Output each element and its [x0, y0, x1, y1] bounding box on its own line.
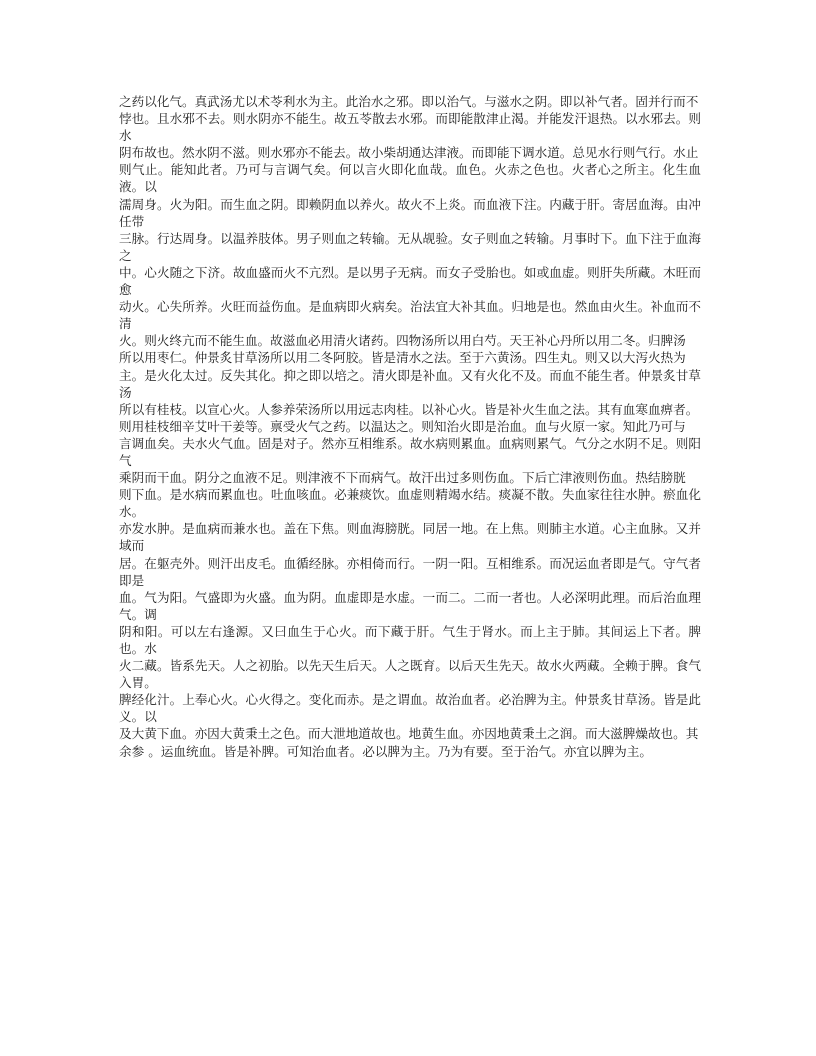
- text-line-10: 所以用枣仁。仲景炙甘草汤所以用二冬阿胶。皆是清水之法。至于六黄汤。四生丸。则又以大泻火热为: [119, 350, 686, 366]
- text-line-2: 悖也。且水邪不去。则水阴亦不能生。故五苓散去水邪。而即能散津止渴。并能发汗退热。以水邪去。则水: [119, 111, 701, 144]
- text-line-22: 脾经化汁。上奉心火。心火得之。变化而赤。是之谓血。故治血者。必治脾为主。仲景炙甘草汤。皆是此义。以: [119, 692, 701, 725]
- text-line-17: 亦发水肿。是血病而兼水也。盖在下焦。则血海膀胱。同居一地。在上焦。则肺主水道。心主血脉。又并域而: [119, 521, 701, 554]
- text-line-8: 动火。心失所养。火旺而益伤血。是血病即火病矣。治法宜大补其血。归地是也。然血由火生。补血而不清: [119, 299, 701, 332]
- text-line-18: 居。在躯壳外。则汗出皮毛。血循经脉。亦相倚而行。一阴一阳。互相维系。而况运血者即是气。守气者即是: [119, 555, 701, 588]
- text-line-15: 乘阴而干血。阴分之血液不足。则津液不下而病气。故汗出过多则伤血。下后亡津液则伤血。热结膀胱: [119, 470, 686, 486]
- text-line-3: 阴布故也。然水阴不滋。则水邪亦不能去。故小柴胡通达津液。而即能下调水道。总见水行则气行。水止: [119, 145, 699, 161]
- document-page: [119, 93, 701, 760]
- text-line-9: 火。则火终亢而不能生血。故滋血必用清火诸药。四物汤所以用白芍。天王补心丹所以用二冬。归脾汤: [119, 333, 686, 349]
- text-line-12: 所以有桂枝。以宣心火。人参养荣汤所以用远志肉桂。以补心火。皆是补火生血之法。其有血寒血痹者。: [119, 401, 699, 417]
- text-line-24: 余参 。运血统血。皆是补脾。可知治血者。必以脾为主。乃为有要。至于治气。亦宜以脾为主。: [119, 743, 652, 759]
- text-line-23: 及大黄下血。亦因大黄秉土之色。而大泄地道故也。地黄生血。亦因地黄秉土之润。而大滋脾燥故也。其: [119, 726, 699, 742]
- text-line-6: 三脉。行达周身。以温养肢体。男子则血之转输。无从觇验。女子则血之转输。月事时下。血下注于血海之: [119, 230, 701, 263]
- text-line-1: 之药以化气。真武汤尤以术苓利水为主。此治水之邪。即以治气。与滋水之阴。即以补气者。固并行而不: [119, 94, 699, 109]
- text-line-19: 血。气为阳。气盛即为火盛。血为阴。血虚即是水虚。一而二。二而一者也。人必深明此理。而后治血理气。调: [119, 589, 701, 622]
- text-line-14: 言调血矣。夫水火气血。固是对子。然亦互相维系。故水病则累血。血病则累气。气分之水阴不足。则阳气: [119, 435, 701, 468]
- text-line-11: 主。是火化太过。反失其化。抑之即以培之。清火即是补血。又有火化不及。而血不能生者。仲景炙甘草汤: [119, 367, 701, 400]
- text-line-13: 则用桂枝细辛艾叶干姜等。禀受火气之药。以温达之。则知治火即是治血。血与火原一家。知此乃可与: [119, 418, 686, 434]
- text-line-16: 则下血。是水病而累血也。吐血咳血。必兼痰饮。血虚则精竭水结。痰凝不散。失血家往往水肿。瘀血化水。: [119, 487, 701, 520]
- text-line-5: 濡周身。火为阳。而生血之阴。即赖阴血以养火。故火不上炎。而血液下注。内藏于肝。寄居血海。由冲任带: [119, 196, 701, 229]
- text-line-4: 则气止。能知此者。乃可与言调气矣。何以言火即化血哉。血色。火赤之色也。火者心之所主。化生血液。以: [119, 162, 701, 195]
- text-line-7: 中。心火随之下济。故血盛而火不亢烈。是以男子无病。而女子受胎也。如或血虚。则肝失所藏。木旺而愈: [119, 264, 701, 298]
- text-line-21: 火二藏。皆系先天。人之初胎。以先天生后天。人之既育。以后天生先天。故水火两藏。全赖于脾。食气入胃。: [119, 658, 701, 691]
- text-line-20: 阴和阳。可以左右逢源。又曰血生于心火。而下藏于肝。气生于肾水。而上主于肺。其间运上下者。脾也。水: [119, 623, 701, 656]
